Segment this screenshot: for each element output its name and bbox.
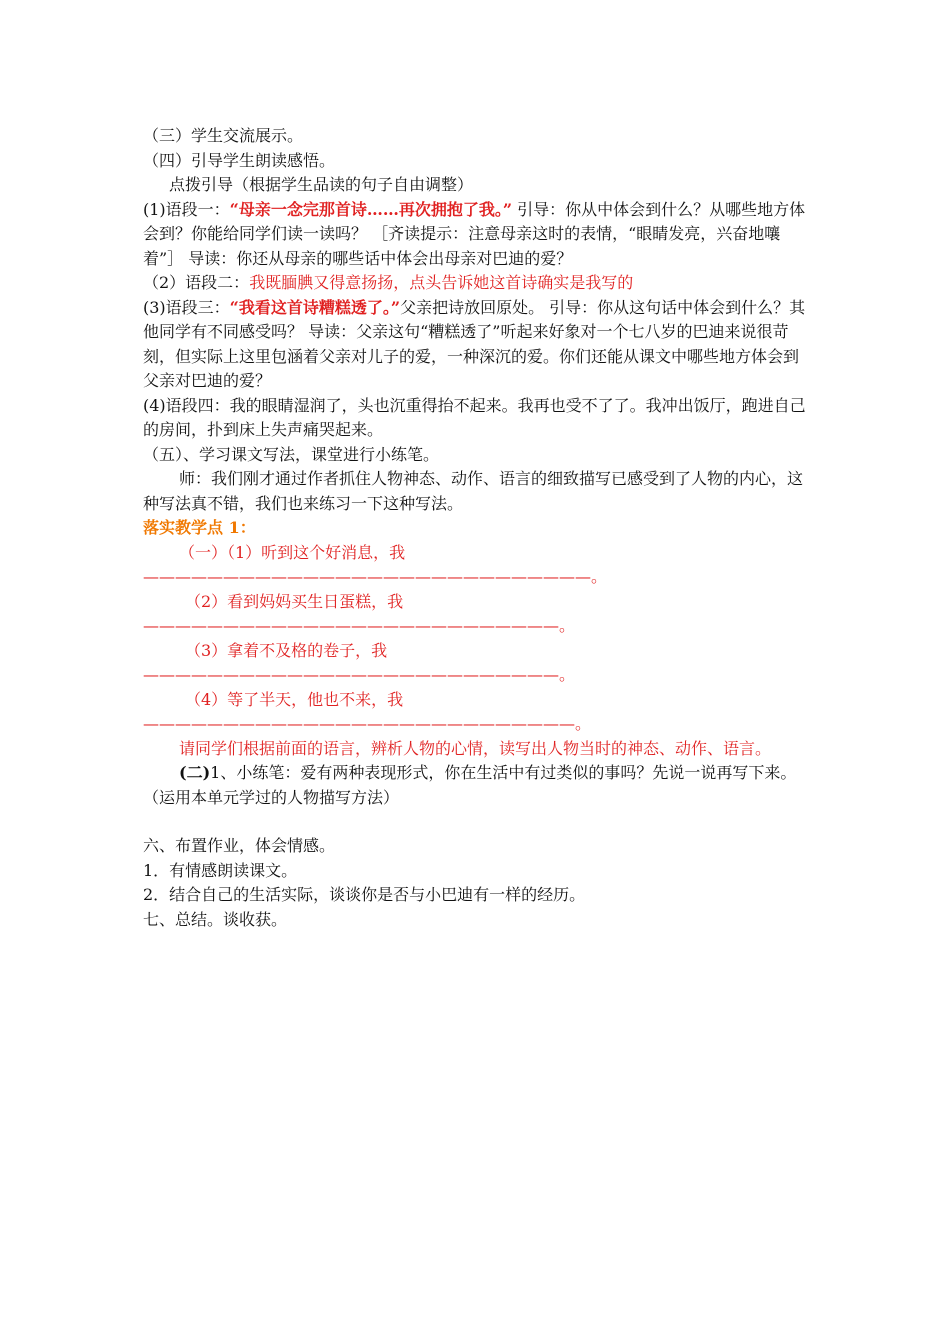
paragraph-3 xyxy=(143,296,813,394)
exercise-b-prefix: (二) xyxy=(179,763,211,782)
exercise-b xyxy=(143,761,813,810)
section-5: （五）、学习课文写法，课堂进行小练笔。 xyxy=(143,444,440,464)
exercise-b-text: 1、小练笔：爱有两种表现形式，你在生活中有过类似的事吗？先说一说再写下来。（运用本单元学过的人物描写方法） xyxy=(143,763,797,807)
p1-quote: “母亲一念完那首诗……再次拥抱了我。” xyxy=(229,199,513,219)
exercise-note: 请同学们根据前面的语言，辨析人物的心情，读写出人物当时的神态、动作、语言。 xyxy=(179,738,772,758)
p3-quote: “我看这首诗糟糕透了。” xyxy=(229,297,401,317)
p2-red: 我既腼腆又得意扬扬，点头告诉她这首诗确实是我写的 xyxy=(249,273,634,292)
p1-rest: 引导：你从中体会到什么？从哪些地方体会到？你能给同学们读一读吗？ ［齐读提示：注意母亲这时的表情，“眼睛发亮，兴奋地嚷着”］ 导读：你还从母亲的哪些话中体会出母亲对巴迪的爱？ xyxy=(143,199,806,268)
document-body xyxy=(143,124,813,932)
p2-prefix: （2）语段二： xyxy=(143,273,250,292)
guide-heading: 点拨引导（根据学生品读的句子自由调整） xyxy=(169,175,474,194)
section-7: 七、总结。谈收获。 xyxy=(143,909,288,929)
p1-prefix: (1)语段一： xyxy=(143,199,230,219)
exercise-1: （一）（1）听到这个好消息，我————————————————————————————。 xyxy=(143,542,608,586)
section-3: （三）学生交流展示。 xyxy=(143,126,304,145)
exercise-3: （3）拿着不及格的卷子，我——————————————————————————。 xyxy=(143,640,576,684)
p3-rest: 父亲把诗放回原处。 引导：你从这句话中体会到什么？其他同学有不同感受吗？ 导读：父亲这句“糟糕透了”听起来好象对一个七八岁的巴迪来说很苛刻，但实际上这里包涵着父亲对儿子的爱，一种深沉的爱。你们还能从课文中哪些地方体会到父亲对巴迪的爱？ xyxy=(143,297,806,390)
homework-1: 1．有情感朗读课文。 xyxy=(143,860,298,880)
section-4: （四）引导学生朗读感悟。 xyxy=(143,150,336,170)
paragraph-4: (4)语段四：我的眼睛湿润了，头也沉重得抬不起来。我再也受不了了。我冲出饭厅，跑进自己的房间，扑到床上失声痛哭起来。 xyxy=(143,395,806,439)
exercise-2: （2）看到妈妈买生日蛋糕，我——————————————————————————。 xyxy=(143,591,576,635)
paragraph-2 xyxy=(143,271,813,296)
exercise-4: （4）等了半天，他也不来，我———————————————————————————。 xyxy=(143,689,592,733)
section-6: 六、布置作业，体会情感。 xyxy=(143,836,336,855)
teacher-text: 师：我们刚才通过作者抓住人物神态、动作、语言的细致描写已感受到了人物的内心，这种写法真不错，我们也来练习一下这种写法。 xyxy=(143,469,804,513)
p3-prefix: (3)语段三： xyxy=(143,297,230,317)
homework-2: 2．结合自己的生活实际，谈谈你是否与小巴迪有一样的经历。 xyxy=(143,885,586,904)
paragraph-1 xyxy=(143,198,813,272)
spacer xyxy=(143,810,813,834)
teaching-point-title: 落实教学点 1： xyxy=(143,518,256,537)
